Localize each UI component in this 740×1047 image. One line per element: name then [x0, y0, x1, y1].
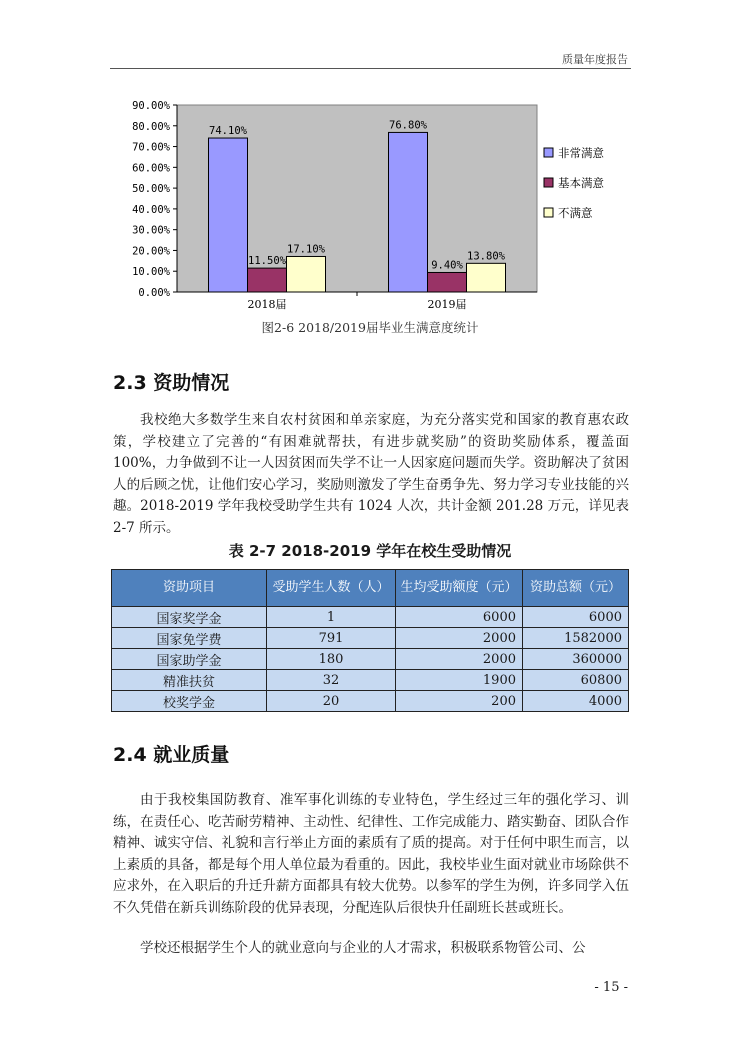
y-tick-label: 70.00% — [132, 141, 170, 154]
aid-table — [111, 569, 629, 712]
data-label: 13.80% — [467, 250, 505, 263]
table-row — [112, 607, 629, 628]
section-title-2-4: 2.4 就业质量 — [113, 744, 230, 766]
table-cell: 60800 — [523, 670, 629, 691]
table-row — [112, 691, 629, 712]
legend-swatch — [544, 178, 553, 187]
data-label: 9.40% — [431, 259, 463, 272]
y-tick-label: 40.00% — [132, 203, 170, 216]
table-cell: 1582000 — [523, 628, 629, 649]
table-cell: 1 — [267, 607, 396, 628]
y-tick-label: 20.00% — [132, 245, 170, 258]
table-row — [112, 649, 629, 670]
table-header-cell: 资助总额（元） — [523, 570, 629, 607]
section-2-3-paragraph: 我校绝大多数学生来自农村贫困和单亲家庭，为充分落实党和国家的教育惠农政策，学校建立了完善的“有困难就帮扶，有进步就奖励”的资助奖励体系，覆盖面 100%，力争做到不让一人因贫困而失学不让一人因家庭问题而失学。资助解决了贫困人的后顾之忧，让他们安心学习，奖励则激发了学生奋勇争先、努力学习专业技能的兴趣。2018-2019 学年我校受助学生共有 1024 人次，共计金额 201.28 万元，详见表 2-7 所示。 — [113, 412, 629, 536]
table-row — [112, 670, 629, 691]
table-cell: 200 — [396, 691, 523, 712]
table-cell: 6000 — [523, 607, 629, 628]
satisfaction-bar-chart — [110, 95, 630, 317]
data-label: 11.50% — [248, 255, 286, 268]
page-number: - 15 - — [594, 980, 628, 995]
table-cell: 2000 — [396, 649, 523, 670]
data-label: 74.10% — [209, 125, 247, 138]
table-cell: 国家助学金 — [112, 649, 267, 670]
bar — [428, 272, 467, 292]
legend-label: 非常满意 — [558, 146, 604, 160]
bar — [209, 138, 248, 292]
table-cell: 1900 — [396, 670, 523, 691]
table-cell: 校奖学金 — [112, 691, 267, 712]
legend-label: 基本满意 — [558, 176, 604, 190]
table-title: 表 2-7 2018-2019 学年在校生受助情况 — [228, 542, 512, 560]
table-cell: 4000 — [523, 691, 629, 712]
table-cell: 2000 — [396, 628, 523, 649]
data-label: 76.80% — [389, 119, 427, 132]
y-tick-label: 80.00% — [132, 120, 170, 133]
table-cell: 6000 — [396, 607, 523, 628]
y-tick-label: 30.00% — [132, 224, 170, 237]
y-tick-label: 10.00% — [132, 266, 170, 279]
y-tick-label: 60.00% — [132, 162, 170, 175]
section-title-2-3: 2.3 资助情况 — [113, 372, 230, 394]
legend-label: 不满意 — [558, 206, 593, 220]
legend-swatch — [544, 148, 553, 157]
table-cell: 国家奖学金 — [112, 607, 267, 628]
table-header-cell: 受助学生人数（人） — [267, 570, 396, 607]
table-row — [112, 628, 629, 649]
bar — [467, 263, 506, 292]
table-header-cell: 生均受助额度（元） — [396, 570, 523, 607]
table-cell: 精准扶贫 — [112, 670, 267, 691]
table-cell: 32 — [267, 670, 396, 691]
section-2-4-paragraph-2: 学校还根据学生个人的就业意向与企业的人才需求，积极联系物管公司、公 — [140, 940, 586, 956]
y-tick-label: 90.00% — [132, 100, 170, 112]
table-cell: 20 — [267, 691, 396, 712]
data-label: 17.10% — [287, 243, 325, 256]
table-cell: 180 — [267, 649, 396, 670]
table-header-cell: 资助项目 — [112, 570, 267, 607]
table-cell: 国家免学费 — [112, 628, 267, 649]
header-rule — [110, 68, 631, 69]
x-tick-label: 2018届 — [247, 298, 287, 311]
section-2-4-paragraph-1: 由于我校集国防教育、准军事化训练的专业特色，学生经过三年的强化学习、训练，在责任心、吃苦耐劳精神、主动性、纪律性、工作完成能力、踏实勤奋、团队合作精神、诚实守信、礼貌和言行举止方面的素质有了质的提高。对于任何中职生而言，以上素质的具备，都是每个用人单位最为看重的。因此，我校毕业生面对就业市场除供不应求外，在入职后的升迁升薪方面都具有较大优势。以参军的学生为例，许多同学入伍不久凭借在新兵训练阶段的优异表现，分配连队后很快升任副班长甚或班长。 — [113, 792, 629, 916]
bar — [287, 256, 326, 292]
legend-swatch — [544, 208, 553, 217]
x-tick-label: 2019届 — [427, 298, 467, 311]
figure-caption: 图2-6 2018/2019届毕业生满意度统计 — [261, 320, 479, 335]
y-tick-label: 50.00% — [132, 183, 170, 196]
table-header-row — [112, 570, 629, 607]
bar — [389, 132, 428, 292]
table-cell: 791 — [267, 628, 396, 649]
header-title: 质量年度报告 — [562, 53, 628, 66]
bar — [248, 268, 287, 292]
y-tick-label: 0.00% — [138, 287, 170, 299]
table-cell: 360000 — [523, 649, 629, 670]
